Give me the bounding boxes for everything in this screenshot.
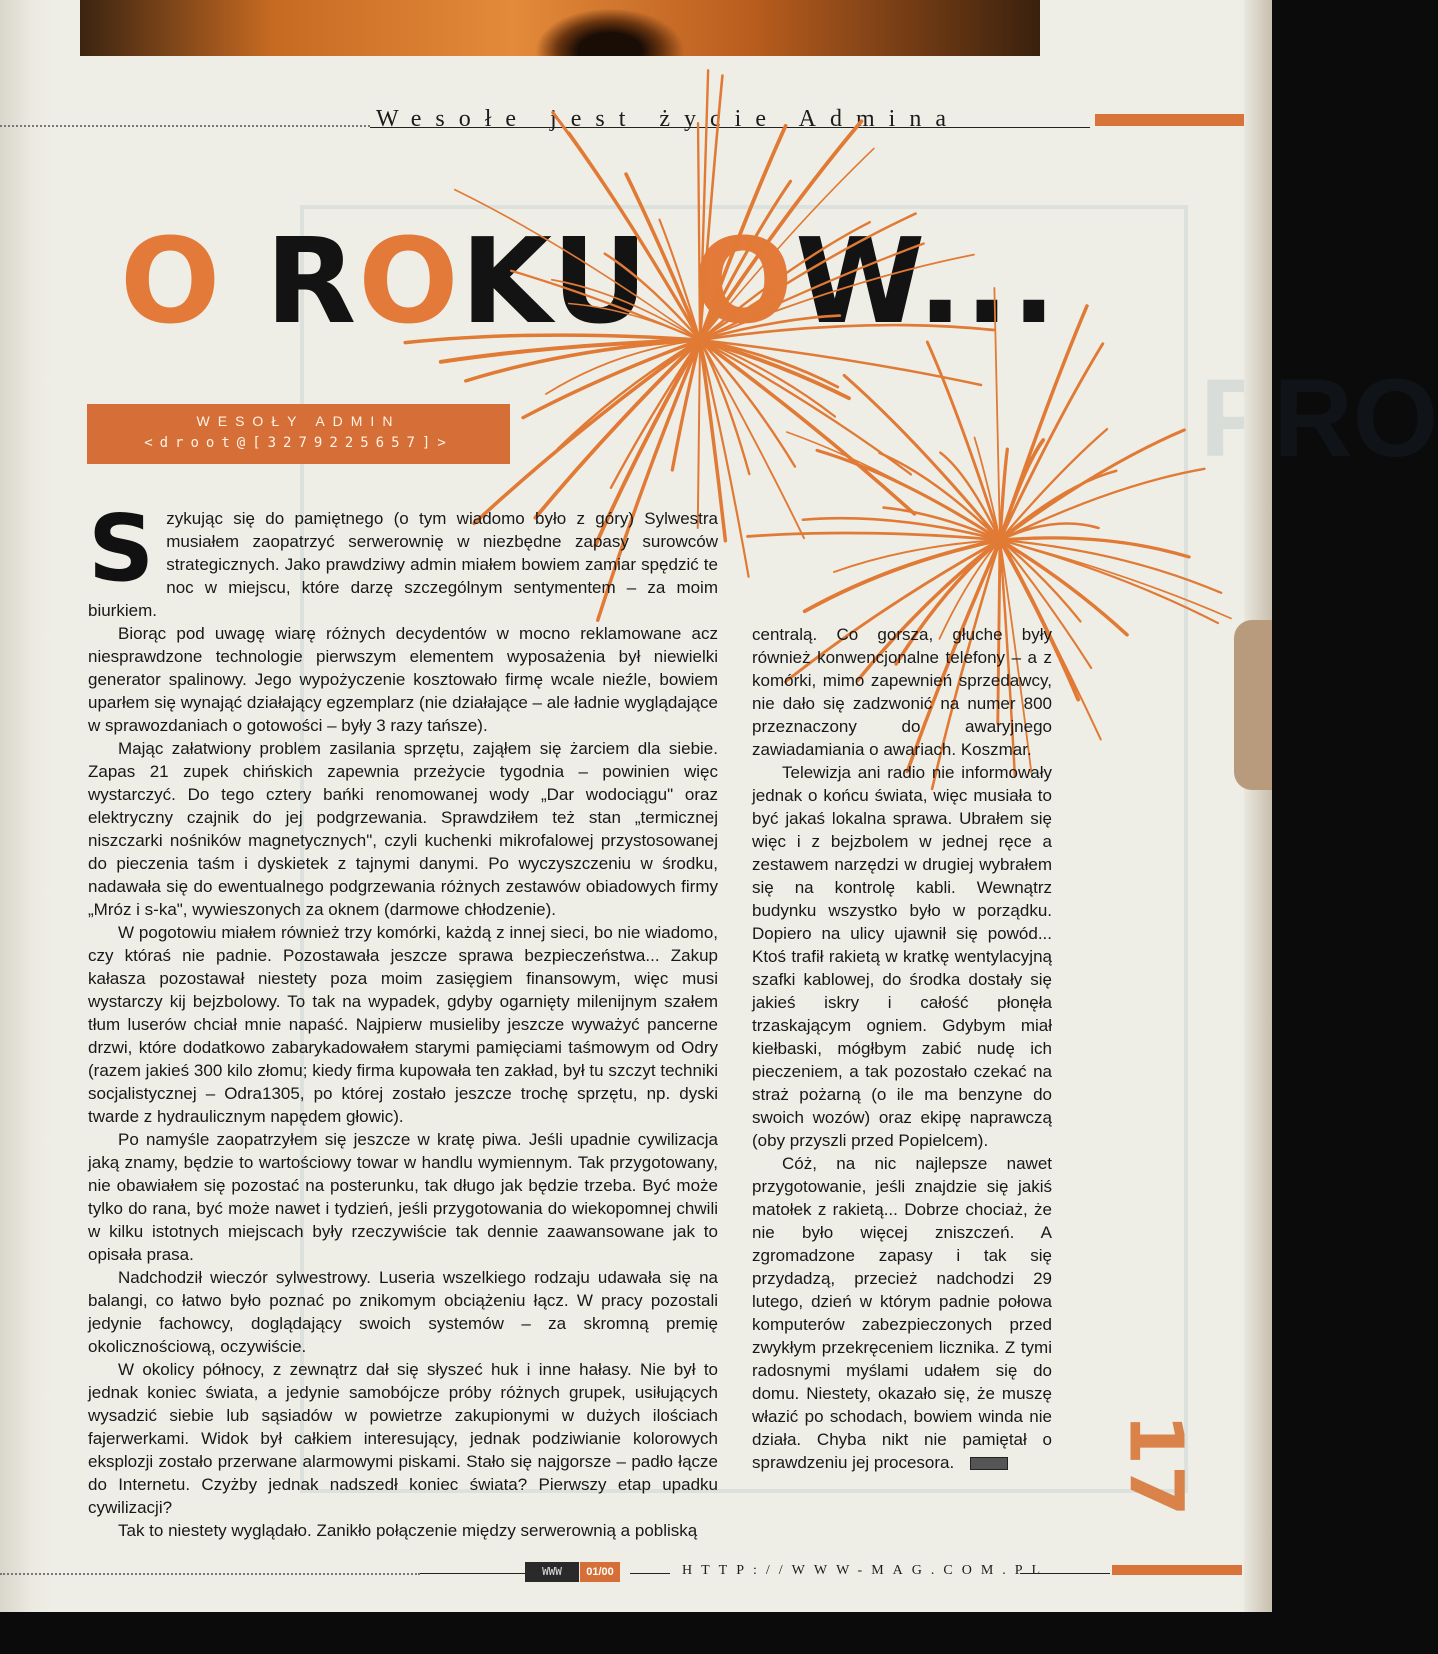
section-title: Wesołe jest życie Admina <box>376 106 960 132</box>
firework-ray <box>817 450 1000 540</box>
paragraph: Tak to niestety wyglądało. Zanikło połączenie między serwerownią a pobliską <box>118 1521 698 1540</box>
top-orange-bar <box>1095 114 1245 126</box>
paragraph-text: zykując się do pamiętnego (o tym wiadomo było z góry) Sylwestra musiałem zaopatrzyć serwerownię w niezbędne zapasy surowców strategicznych. Jako prawdziwy admin miałem bowiem zamiar spędzić te noc w miejscu, które darzę szczególnym sentymentem – za moim biurkiem. <box>88 509 718 620</box>
firework-ray <box>1000 430 1184 540</box>
author-name: WESOŁY ADMIN <box>196 413 401 429</box>
article-title <box>120 212 1059 350</box>
page-number-text: 17 <box>1112 1413 1199 1517</box>
firework-ray <box>884 508 1000 540</box>
firework-ray <box>834 540 1000 572</box>
paragraph <box>752 1152 1052 1474</box>
paragraph: Telewizja ani radio nie informowały jednak o końcu świata, więc musiała to być jakaś lokalna sprawa. Ubrałem się więc i z bejzbolem w jednej ręce a zestawem narzędzi w drugiej wybrałem się na kontrolę kabli. Wewnątrz budynku wszystko było w porządku. Dopiero na ulicy ujawnił się powód... Ktoś trafił rakietą w kratkę wentylacyjną szafki kablowej, do środka dostały się jakieś iskry i całość płonęła trzaskającym ogniem. Gdybym miał kiełbaski, mógłbym zabić nudę ich pieczeniem, a tak pozostało czekać na straż pożarną (o ile ma benzyne do swoich wozów) oraz ekipę naprawczą (oby przyszli przed Popielcem). <box>752 763 1052 1150</box>
firework-ray <box>611 340 700 488</box>
paragraph-text: Cóż, na nic najlepsze nawet przygotowanie, jeśli znajdzie się jakiś matołek z rakietą... Dobrze chociaż, że nie było więcej zniszczeń. A zgromadzone zapasy i tak się przydadzą, przecież nadchodzi 29 lutego, dzień w którym padnie połowa komputerów zabezpieczonych przed zwykłym przekręceniem licznika. Z tymi radosnymi myślami udałem się do domu. Niestety, okazało się, że muszę włazić po schodach, bowiem winda nie działa. Chyba nikt nie pamiętał o sprawdzeniu jej procesora. <box>752 1154 1052 1472</box>
firework-ray <box>558 340 700 449</box>
firework-ray <box>700 340 795 467</box>
header-photo-strip <box>80 0 1040 56</box>
paragraph: Po namyśle zaopatrzyłem się jeszcze w kratę piwa. Jeśli upadnie cywilizacja jaką znamy, będzie to wartościowy towar w handlu wymiennym. Tak przygotowany, nie obawiałem się pozostać na posterunku, tak długo jak będzie trzeba. Być może tylko do rana, być może nawet i tydzień, jeśli przygotowania do wiekopomnej chwili w kilku istotnych miejscach były rzeczywiście tak dennie zaawansowane jak to opisała prasa. <box>88 1130 718 1264</box>
firework-ray <box>1000 540 1080 621</box>
firework-ray <box>1000 540 1231 618</box>
title-part: O <box>692 212 796 350</box>
firework-ray <box>700 340 914 514</box>
firework-ray <box>700 340 749 474</box>
bottom-dotted-rule <box>0 1573 420 1575</box>
firework-ray <box>1000 429 1107 540</box>
bottom-orange-bar <box>1112 1565 1242 1575</box>
firework-ray <box>1000 524 1099 540</box>
drop-cap: S <box>88 495 155 602</box>
paragraph: centralą. Co gorsza, głuche były również konwencjonalne telefony – a z komórki, mimo zapewnień sprzedawcy, nie dało się zadzwonić na numer 800 przeznaczony do awaryjnego zawiadamiania o awariach. Koszmar. <box>752 625 1052 759</box>
page-number <box>1112 1385 1199 1545</box>
magazine-logo: WWW <box>525 1562 579 1582</box>
ghost-letters: PRO <box>1200 357 1438 480</box>
firework-ray <box>1000 440 1043 540</box>
firework-ray <box>700 340 835 417</box>
firework-ray <box>805 540 1000 611</box>
firework-ray <box>1000 538 1189 557</box>
paragraph: W pogotowiu miałem również trzy komórki, każdą z innej sieci, bo nie wiadomo, czy któraś nie padnie. Pozostawała jeszcze sprawa bezpieczeństwa... Zakup kałasza pozostawał niestety poza moim zasięgiem finansowym, więc musi wystarczy kij bejzbolowy. To tak na wypadek, gdyby ogarnięty milenijnym szałem tłum luserów chciał mnie napaść. Najpierw musieliby jeszcze wyważyć pancerne drzwi, które dodatkowo zabarykadowałem starymi pamięciami taśmowym od Odry (razem jakieś 300 kilo złomu; kiedy firma kupowała ten zakład, był tu szczyt techniki socjalistycznej – Odra1305, po której zostało jeszcze trochę sprzętu, np. dyski twarde z hydraulicznym napędem głowic). <box>88 923 718 1126</box>
firework-ray <box>1000 471 1116 540</box>
firework-ray <box>940 453 1000 540</box>
firework-ray <box>1000 469 1204 540</box>
firework-ray <box>747 533 1000 540</box>
firework-ray <box>1000 449 1007 540</box>
firework-ray <box>523 340 700 418</box>
paragraph <box>88 495 718 622</box>
issue-badge: 01/00 <box>580 1562 620 1582</box>
firework-ray <box>535 340 700 518</box>
title-part: R <box>222 212 359 350</box>
page-fold-shadow <box>0 0 52 1612</box>
firework-ray <box>803 518 1000 540</box>
eye-image <box>535 8 685 56</box>
top-dotted-rule <box>0 125 370 127</box>
article-column-1 <box>88 495 718 1542</box>
firework-ray <box>880 453 1000 540</box>
paragraph: Mając załatwiony problem zasilania sprzętu, zająłem się żarciem dla siebie. Zapas 21 zupek chińskich zapewnia przeżycie tygodnia – powinien więc wystarczyć. Do tego cztery bańki renomowanej wody „Dar wodociągu" oraz elektryczny czajnik do jej podgrzewania. Sprawdziłem też stan „termicznej niszczarki nośników magnetycznych", czyli kuchenki mikrofalowej przystosowanej do pieczenia taśm i dyskietek z tajnymi danymi. Po wyczyszczeniu w środku, nadawała się do ewentualnego podgrzewania różnych zestawów obiadowych firmy „Mróz i s-ka", wywieszonych za oknem (darmowe chłodzenie). <box>88 739 718 919</box>
firework-ray <box>1000 344 1103 540</box>
bottom-rule <box>420 1573 525 1574</box>
title-part: KU <box>460 212 693 350</box>
thumb <box>1234 620 1272 790</box>
end-of-article-mark <box>970 1457 1008 1470</box>
paragraph: Nadchodził wieczór sylwestrowy. Luseria wszelkiego rodzaju udawała się na balangi, co łatwo było poznać po znikomym obciążeniu łącz. W pracy pozostali jedynie fachowcy, doglądający swoich systemów – za skromną premię okolicznościową, oczywiście. <box>88 1268 718 1356</box>
firework-ray <box>1000 540 1221 593</box>
firework-ray <box>927 342 1000 540</box>
magazine-url: HTTP://WWW-MAG.COM.PL <box>682 1563 1050 1578</box>
firework-ray <box>698 340 700 528</box>
bottom-rule <box>1020 1573 1110 1574</box>
author-box <box>87 404 510 464</box>
paragraph: W okolicy północy, z zewnątrz dał się słyszeć huk i inne hałasy. Nie był to jednak koniec świata, a jedynie samobójcze próby różnych grupek, usiłujących wysadzić siebie lub sąsiadów w powietrze zakupionymi w dużych ilościach fajerwerkami. Widok był całkiem interesujący, jednak podziwianie kolorowych eksplozji zostało przerwane alarmowymi piskami. Stało się najgorsze – padło łącze do Internetu. Czyżby jednak nadszedł koniec świata? Pierwszy etap upadku cywilizacji? <box>88 1360 718 1517</box>
firework-ray <box>672 340 700 470</box>
firework-ray <box>844 375 1000 540</box>
author-email: <droot@[3279225657]> <box>144 435 453 451</box>
title-part: O <box>358 212 461 350</box>
title-part: W... <box>795 212 1059 350</box>
page-edge <box>1244 0 1272 1612</box>
firework-ray <box>700 340 911 474</box>
firework-ray <box>787 432 1000 540</box>
bottom-rule <box>630 1573 670 1574</box>
firework-ray <box>1000 540 1218 623</box>
title-part: O <box>120 212 223 350</box>
paragraph: Biorąc pod uwagę wiarę różnych decydentów w mocno reklamowane acz niesprawdzone technologie pierwszym elementem wyposażenia był niewielki generator spalinowy. Jego wypożyczenie kosztowało firmę wcale nieźle, bowiem uparłem się wynająć działający egzemplarz (nie działające – ale ładnie wyglądające w sprawozdaniach o gotowości – były 3 razy tańsze). <box>88 624 718 735</box>
firework-ray <box>974 437 1000 540</box>
firework-ray <box>1000 540 1127 635</box>
article-column-2 <box>752 623 1052 1474</box>
